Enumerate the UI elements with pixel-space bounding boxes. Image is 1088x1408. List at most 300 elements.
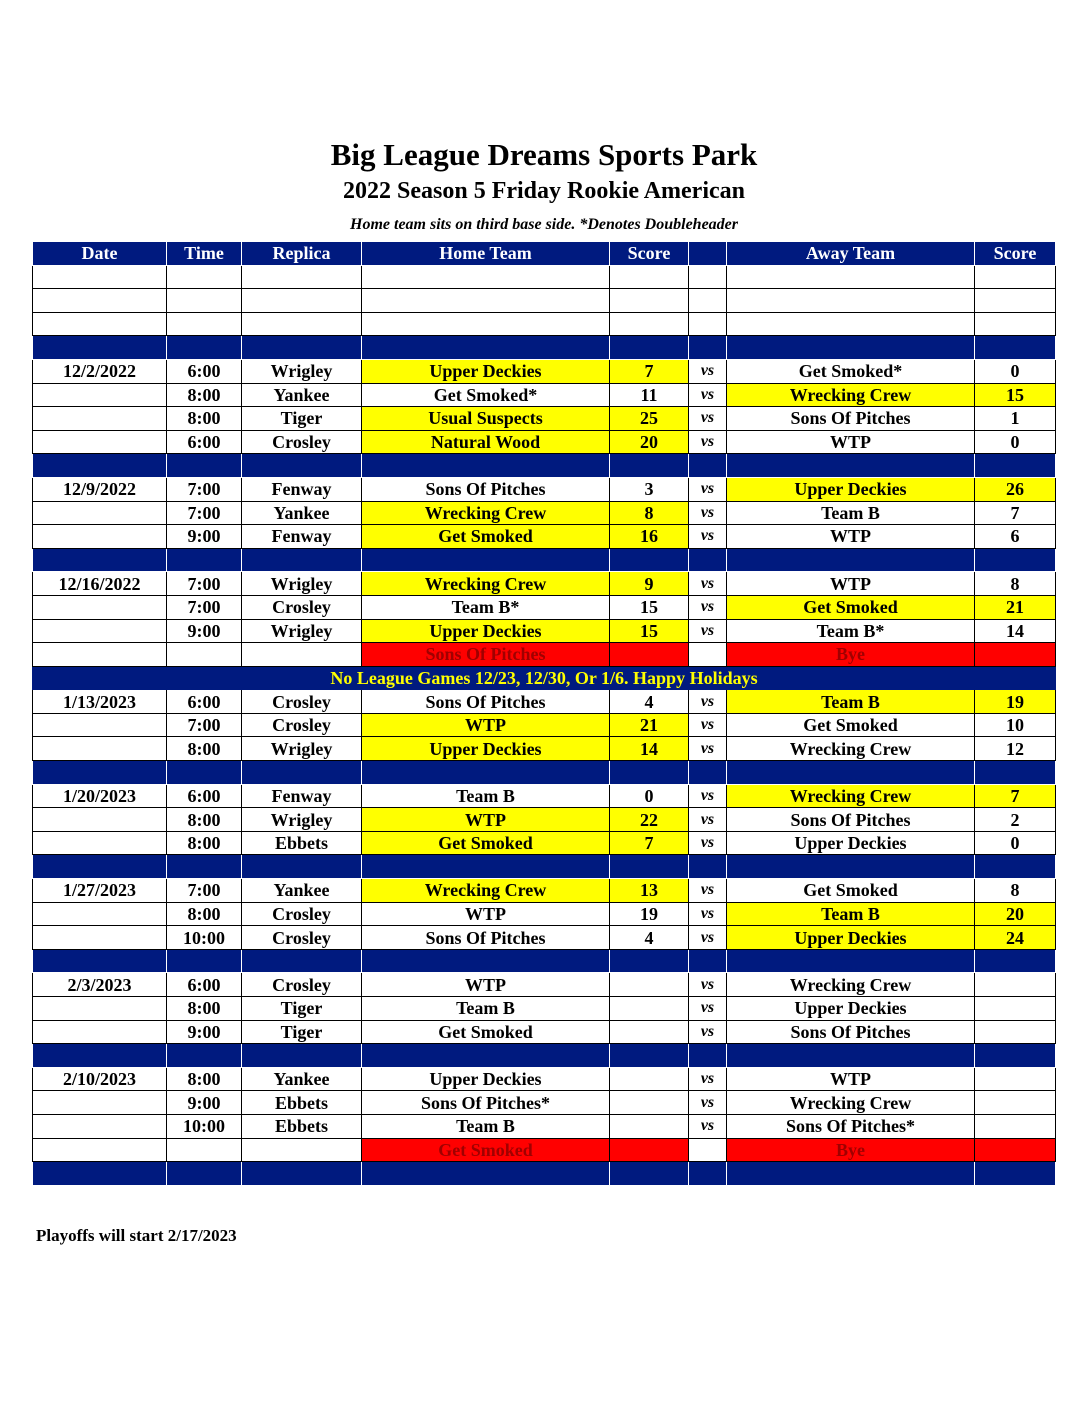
away-team: Upper Deckies (727, 926, 975, 950)
game-replica: Ebbets (242, 1091, 362, 1115)
empty-cell (727, 1044, 975, 1068)
home-team: Natural Wood (362, 430, 610, 454)
table-row (33, 501, 1056, 525)
table-row (33, 572, 1056, 596)
game-replica: Wrigley (242, 619, 362, 643)
empty-cell (610, 265, 689, 289)
away-score: 6 (975, 525, 1056, 549)
empty-cell (167, 643, 242, 667)
empty-cell (727, 855, 975, 879)
col-header-replica: Replica (242, 242, 362, 266)
empty-cell (362, 949, 610, 973)
blank-row (33, 312, 1056, 336)
game-date: 2/10/2023 (33, 1067, 167, 1091)
empty-cell (610, 1138, 689, 1162)
away-score: 8 (975, 879, 1056, 903)
home-score (610, 1020, 689, 1044)
home-score: 20 (610, 430, 689, 454)
game-date: 2/3/2023 (33, 973, 167, 997)
empty-cell (33, 265, 167, 289)
away-team: Upper Deckies (727, 997, 975, 1021)
game-date: 1/27/2023 (33, 879, 167, 903)
empty-cell (167, 289, 242, 313)
vs-label: vs (689, 1091, 727, 1115)
empty-cell (242, 336, 362, 360)
empty-cell (242, 265, 362, 289)
separator-row (33, 855, 1056, 879)
away-score: 12 (975, 737, 1056, 761)
game-time: 8:00 (167, 383, 242, 407)
col-header-home-score: Score (610, 242, 689, 266)
empty-cell (33, 454, 167, 478)
table-row (33, 383, 1056, 407)
home-score: 3 (610, 477, 689, 501)
bye-label: Bye (727, 643, 975, 667)
game-replica: Crosley (242, 713, 362, 737)
separator-row (33, 548, 1056, 572)
away-team: Wrecking Crew (727, 784, 975, 808)
empty-cell (727, 289, 975, 313)
game-date (33, 501, 167, 525)
table-row (33, 926, 1056, 950)
empty-cell (242, 643, 362, 667)
vs-label: vs (689, 477, 727, 501)
empty-cell (610, 949, 689, 973)
away-team: WTP (727, 525, 975, 549)
home-score (610, 973, 689, 997)
home-score: 0 (610, 784, 689, 808)
empty-cell (167, 949, 242, 973)
empty-cell (689, 312, 727, 336)
table-row (33, 619, 1056, 643)
empty-cell (167, 1162, 242, 1186)
away-team: Get Smoked (727, 713, 975, 737)
away-team: Sons Of Pitches* (727, 1114, 975, 1138)
empty-cell (975, 1138, 1056, 1162)
away-team: Wrecking Crew (727, 1091, 975, 1115)
game-replica: Crosley (242, 595, 362, 619)
page-subtitle: 2022 Season 5 Friday Rookie American (343, 178, 745, 204)
empty-cell (689, 949, 727, 973)
empty-cell (242, 949, 362, 973)
col-header-date: Date (33, 242, 167, 266)
home-score: 13 (610, 879, 689, 903)
blank-row (33, 289, 1056, 313)
vs-label: vs (689, 879, 727, 903)
game-time: 7:00 (167, 713, 242, 737)
away-team: WTP (727, 572, 975, 596)
game-replica: Yankee (242, 879, 362, 903)
empty-cell (689, 289, 727, 313)
table-row (33, 407, 1056, 431)
home-team: Team B (362, 1114, 610, 1138)
away-team: Upper Deckies (727, 477, 975, 501)
game-replica: Ebbets (242, 831, 362, 855)
away-team: Get Smoked* (727, 359, 975, 383)
empty-cell (727, 265, 975, 289)
table-row (33, 997, 1056, 1021)
home-score: 16 (610, 525, 689, 549)
game-time: 8:00 (167, 997, 242, 1021)
away-score: 0 (975, 359, 1056, 383)
empty-cell (242, 454, 362, 478)
vs-label: vs (689, 430, 727, 454)
separator-row (33, 1044, 1056, 1068)
game-date (33, 595, 167, 619)
away-score: 24 (975, 926, 1056, 950)
separator-row (33, 761, 1056, 785)
empty-cell (362, 289, 610, 313)
game-time: 9:00 (167, 1091, 242, 1115)
empty-cell (33, 289, 167, 313)
vs-label: vs (689, 572, 727, 596)
vs-label: vs (689, 595, 727, 619)
vs-label: vs (689, 831, 727, 855)
away-score: 7 (975, 784, 1056, 808)
empty-cell (975, 336, 1056, 360)
game-date: 12/9/2022 (33, 477, 167, 501)
empty-cell (33, 643, 167, 667)
away-team: Get Smoked (727, 879, 975, 903)
home-score: 4 (610, 690, 689, 714)
away-team: WTP (727, 1067, 975, 1091)
game-replica: Tiger (242, 407, 362, 431)
vs-label: vs (689, 359, 727, 383)
col-header-away-score: Score (975, 242, 1056, 266)
away-team: Sons Of Pitches (727, 407, 975, 431)
notice-text: No League Games 12/23, 12/30, Or 1/6. Happy Holidays (33, 666, 1056, 690)
away-team: Team B (727, 902, 975, 926)
playoffs-note: Playoffs will start 2/17/2023 (36, 1226, 237, 1245)
home-team: Upper Deckies (362, 737, 610, 761)
away-team: Upper Deckies (727, 831, 975, 855)
empty-cell (975, 454, 1056, 478)
home-team: Team B (362, 784, 610, 808)
table-row (33, 595, 1056, 619)
empty-cell (362, 265, 610, 289)
game-replica: Fenway (242, 525, 362, 549)
empty-cell (610, 289, 689, 313)
game-date (33, 1020, 167, 1044)
game-date (33, 525, 167, 549)
game-time: 6:00 (167, 784, 242, 808)
table-header-row (33, 242, 1056, 266)
game-time: 8:00 (167, 737, 242, 761)
vs-label: vs (689, 997, 727, 1021)
empty-cell (242, 312, 362, 336)
empty-cell (689, 336, 727, 360)
empty-cell (689, 855, 727, 879)
empty-cell (975, 1044, 1056, 1068)
away-score: 0 (975, 831, 1056, 855)
game-time: 8:00 (167, 407, 242, 431)
home-score: 11 (610, 383, 689, 407)
empty-cell (242, 855, 362, 879)
separator-row (33, 949, 1056, 973)
separator-row (33, 336, 1056, 360)
empty-cell (610, 1044, 689, 1068)
game-replica: Yankee (242, 501, 362, 525)
empty-cell (167, 1138, 242, 1162)
away-score (975, 973, 1056, 997)
table-row (33, 737, 1056, 761)
empty-cell (242, 1162, 362, 1186)
empty-cell (689, 454, 727, 478)
empty-cell (362, 454, 610, 478)
game-time: 7:00 (167, 572, 242, 596)
empty-cell (610, 312, 689, 336)
vs-label: vs (689, 713, 727, 737)
game-date (33, 737, 167, 761)
empty-cell (689, 761, 727, 785)
away-score: 14 (975, 619, 1056, 643)
away-score: 21 (975, 595, 1056, 619)
separator-row (33, 1162, 1056, 1186)
separator-row (33, 454, 1056, 478)
empty-cell (975, 312, 1056, 336)
schedule-body (33, 265, 1056, 1185)
game-replica: Crosley (242, 902, 362, 926)
empty-cell (727, 336, 975, 360)
game-replica: Wrigley (242, 572, 362, 596)
empty-cell (610, 761, 689, 785)
empty-cell (362, 761, 610, 785)
game-date (33, 902, 167, 926)
empty-cell (242, 289, 362, 313)
home-team: Get Smoked (362, 831, 610, 855)
empty-cell (975, 855, 1056, 879)
game-time: 7:00 (167, 477, 242, 501)
home-team: Sons Of Pitches (362, 690, 610, 714)
game-date (33, 713, 167, 737)
game-replica: Wrigley (242, 808, 362, 832)
bye-team: Get Smoked (362, 1138, 610, 1162)
game-replica: Tiger (242, 1020, 362, 1044)
game-date (33, 383, 167, 407)
game-date (33, 808, 167, 832)
game-time: 7:00 (167, 879, 242, 903)
vs-label: vs (689, 808, 727, 832)
away-score (975, 1067, 1056, 1091)
vs-label: vs (689, 407, 727, 431)
home-team: Upper Deckies (362, 1067, 610, 1091)
game-replica: Crosley (242, 430, 362, 454)
empty-cell (362, 548, 610, 572)
page-title: Big League Dreams Sports Park (330, 137, 758, 172)
game-replica: Fenway (242, 477, 362, 501)
empty-cell (167, 265, 242, 289)
empty-cell (975, 1162, 1056, 1186)
vs-label: vs (689, 501, 727, 525)
home-team: Upper Deckies (362, 619, 610, 643)
table-row (33, 430, 1056, 454)
empty-cell (610, 1162, 689, 1186)
away-team: Team B (727, 501, 975, 525)
game-time: 10:00 (167, 1114, 242, 1138)
empty-cell (689, 265, 727, 289)
away-score: 15 (975, 383, 1056, 407)
home-score (610, 997, 689, 1021)
game-time: 10:00 (167, 926, 242, 950)
home-score: 21 (610, 713, 689, 737)
empty-cell (242, 1138, 362, 1162)
game-replica: Crosley (242, 690, 362, 714)
table-row (33, 973, 1056, 997)
home-score: 14 (610, 737, 689, 761)
game-date: 12/2/2022 (33, 359, 167, 383)
home-team: Sons Of Pitches (362, 477, 610, 501)
empty-cell (33, 1162, 167, 1186)
empty-cell (975, 289, 1056, 313)
empty-cell (33, 761, 167, 785)
empty-cell (167, 855, 242, 879)
table-row (33, 477, 1056, 501)
game-replica: Yankee (242, 1067, 362, 1091)
vs-label: vs (689, 1114, 727, 1138)
home-score: 15 (610, 595, 689, 619)
game-time: 7:00 (167, 501, 242, 525)
home-score (610, 1114, 689, 1138)
away-score: 26 (975, 477, 1056, 501)
empty-cell (689, 643, 727, 667)
empty-cell (727, 1162, 975, 1186)
away-score: 7 (975, 501, 1056, 525)
empty-cell (689, 1138, 727, 1162)
home-score (610, 1067, 689, 1091)
table-row (33, 713, 1056, 737)
game-time: 6:00 (167, 690, 242, 714)
away-score (975, 997, 1056, 1021)
away-team: Team B* (727, 619, 975, 643)
game-replica: Tiger (242, 997, 362, 1021)
col-header-home-team: Home Team (362, 242, 610, 266)
home-team: Team B* (362, 595, 610, 619)
home-team: Wrecking Crew (362, 879, 610, 903)
empty-cell (689, 1044, 727, 1068)
home-score: 8 (610, 501, 689, 525)
game-replica: Crosley (242, 926, 362, 950)
vs-label: vs (689, 619, 727, 643)
home-team: WTP (362, 902, 610, 926)
game-date (33, 1091, 167, 1115)
blank-row (33, 265, 1056, 289)
away-team: Sons Of Pitches (727, 808, 975, 832)
empty-cell (727, 949, 975, 973)
notice-row (33, 666, 1056, 690)
empty-cell (33, 336, 167, 360)
empty-cell (727, 548, 975, 572)
away-team: Wrecking Crew (727, 973, 975, 997)
game-replica: Wrigley (242, 737, 362, 761)
table-row (33, 359, 1056, 383)
schedule-table (32, 241, 1056, 1186)
vs-label: vs (689, 737, 727, 761)
home-team: Upper Deckies (362, 359, 610, 383)
empty-cell (975, 949, 1056, 973)
game-time: 9:00 (167, 619, 242, 643)
home-team: Team B (362, 997, 610, 1021)
empty-cell (362, 312, 610, 336)
away-score (975, 1091, 1056, 1115)
home-team: Wrecking Crew (362, 501, 610, 525)
bye-label: Bye (727, 1138, 975, 1162)
game-replica: Wrigley (242, 359, 362, 383)
empty-cell (242, 761, 362, 785)
vs-label: vs (689, 902, 727, 926)
schedule-note: Home team sits on third base side. *Denotes Doubleheader (350, 216, 738, 233)
empty-cell (362, 336, 610, 360)
empty-cell (33, 312, 167, 336)
home-score: 22 (610, 808, 689, 832)
empty-cell (975, 643, 1056, 667)
home-team: WTP (362, 713, 610, 737)
away-team: Sons Of Pitches (727, 1020, 975, 1044)
game-time: 7:00 (167, 595, 242, 619)
game-replica: Fenway (242, 784, 362, 808)
empty-cell (33, 949, 167, 973)
away-score: 10 (975, 713, 1056, 737)
home-score (610, 1091, 689, 1115)
vs-label: vs (689, 784, 727, 808)
table-row (33, 1114, 1056, 1138)
vs-label: vs (689, 1020, 727, 1044)
game-date: 12/16/2022 (33, 572, 167, 596)
empty-cell (610, 548, 689, 572)
vs-label: vs (689, 383, 727, 407)
empty-cell (167, 336, 242, 360)
away-team: Wrecking Crew (727, 383, 975, 407)
home-team: Get Smoked* (362, 383, 610, 407)
away-team: Team B (727, 690, 975, 714)
empty-cell (167, 761, 242, 785)
home-score: 19 (610, 902, 689, 926)
empty-cell (242, 1044, 362, 1068)
empty-cell (975, 265, 1056, 289)
game-date: 1/20/2023 (33, 784, 167, 808)
game-time: 6:00 (167, 973, 242, 997)
empty-cell (975, 548, 1056, 572)
empty-cell (610, 643, 689, 667)
empty-cell (167, 312, 242, 336)
col-header-time: Time (167, 242, 242, 266)
away-score (975, 1114, 1056, 1138)
game-time: 8:00 (167, 831, 242, 855)
away-score: 20 (975, 902, 1056, 926)
empty-cell (167, 1044, 242, 1068)
vs-label: vs (689, 973, 727, 997)
empty-cell (242, 548, 362, 572)
empty-cell (33, 1044, 167, 1068)
game-time: 9:00 (167, 525, 242, 549)
game-date (33, 430, 167, 454)
empty-cell (727, 454, 975, 478)
game-time: 6:00 (167, 430, 242, 454)
empty-cell (610, 336, 689, 360)
empty-cell (33, 855, 167, 879)
home-score: 25 (610, 407, 689, 431)
empty-cell (33, 1138, 167, 1162)
table-row (33, 831, 1056, 855)
empty-cell (362, 855, 610, 879)
home-team: Sons Of Pitches (362, 926, 610, 950)
game-date (33, 831, 167, 855)
away-team: WTP (727, 430, 975, 454)
table-row (33, 525, 1056, 549)
vs-label: vs (689, 525, 727, 549)
game-time: 6:00 (167, 359, 242, 383)
empty-cell (167, 454, 242, 478)
home-team: WTP (362, 973, 610, 997)
